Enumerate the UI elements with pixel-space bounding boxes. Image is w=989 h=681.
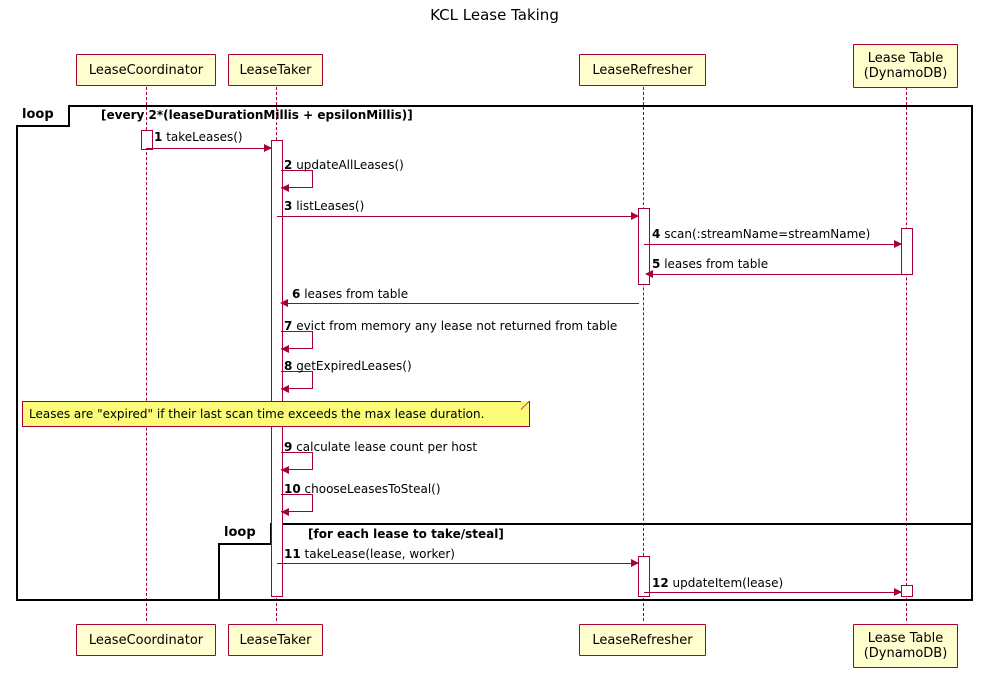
message-4-line [644,244,902,245]
message-9-arrowhead [281,466,289,474]
participant-label-line2: (DynamoDB) [863,646,948,661]
message-6-arrowhead [280,299,288,307]
participant-label: LeaseTaker [239,632,312,648]
note-expired-leases [22,401,530,427]
message-12-line [644,592,902,593]
message-3-label [284,199,364,213]
message-5-number: 5 [652,257,661,271]
frame-inner-loop-label: loop [218,523,272,545]
message-8-label [284,359,412,373]
message-4-number: 4 [652,227,661,241]
message-5-line [648,274,902,275]
message-10-number: 10 [284,482,301,496]
participant-coordinator-top[interactable] [76,54,216,86]
message-8-arrowhead [281,385,289,393]
message-9-text: calculate lease count per host [296,440,478,454]
activation-table-2 [901,585,913,597]
message-11-arrowhead [631,559,639,567]
message-7-number: 7 [284,319,293,333]
message-11-text: takeLease(lease, worker) [304,547,455,561]
message-7-text: evict from memory any lease not returned from table [296,319,618,333]
message-2-label [284,158,404,172]
message-11-line [277,563,639,564]
participant-table-top[interactable] [853,44,958,88]
message-5-arrowhead [645,270,653,278]
message-1-arrowhead [264,144,272,152]
participant-label: LeaseRefresher [592,62,693,78]
message-8-number: 8 [284,359,293,373]
message-6-text: leases from table [304,287,409,301]
message-6-line [283,303,639,304]
note-corner-fold-inner [521,401,529,409]
participant-label-line1: Lease Table [867,631,944,646]
message-1-number: 1 [154,130,163,144]
message-2-number: 2 [284,158,293,172]
message-10-arrowhead [281,508,289,516]
participant-label: LeaseTaker [239,62,312,78]
message-10-label [284,482,441,496]
message-5-text: leases from table [664,257,769,271]
message-12-label [652,576,783,590]
activation-taker [271,140,283,597]
message-11-label [284,547,455,561]
frame-outer-loop-condition: [every 2*(leaseDurationMillis + epsilonMillis)] [101,108,413,122]
participant-refresher-top[interactable] [579,54,706,86]
message-4-label [652,227,870,241]
message-11-number: 11 [284,547,301,561]
message-12-number: 12 [652,576,669,590]
message-6-label [292,287,408,301]
participant-label: LeaseCoordinator [88,62,204,78]
message-9-label [284,440,477,454]
participant-table-bottom[interactable] [853,624,958,668]
message-3-arrowhead [631,212,639,220]
participant-label: LeaseRefresher [592,632,693,648]
message-2-arrowhead [281,184,289,192]
message-10-text: chooseLeasesToSteal() [304,482,441,496]
message-1-label [154,130,243,144]
message-7-arrowhead [281,345,289,353]
message-1-text: takeLeases() [166,130,243,144]
note-text: Leases are "expired" if their last scan time exceeds the max lease duration. [29,407,485,421]
message-5-label [652,257,768,271]
frame-inner-loop-condition: [for each lease to take/steal] [308,527,504,541]
message-6-number: 6 [292,287,301,301]
message-12-arrowhead [894,588,902,596]
participant-refresher-bottom[interactable] [579,624,706,656]
message-4-text: scan(:streamName=streamName) [664,227,871,241]
message-9-number: 9 [284,440,293,454]
message-2-text: updateAllLeases() [296,158,404,172]
message-7-label [284,319,617,333]
message-3-number: 3 [284,199,293,213]
message-1-line [146,148,272,149]
message-3-line [277,216,639,217]
frame-outer-loop-label: loop [16,105,70,127]
message-3-text: listLeases() [296,199,365,213]
participant-label-line2: (DynamoDB) [863,66,948,81]
diagram-title: KCL Lease Taking [430,6,559,24]
participant-taker-bottom[interactable] [228,624,323,656]
message-4-arrowhead [894,240,902,248]
participant-coordinator-bottom[interactable] [76,624,216,656]
activation-coordinator [141,130,153,150]
message-12-text: updateItem(lease) [672,576,784,590]
activation-refresher-2 [638,556,650,597]
participant-taker-top[interactable] [228,54,323,86]
participant-label-line1: Lease Table [867,51,944,66]
activation-table [901,228,913,275]
message-8-text: getExpiredLeases() [296,359,412,373]
participant-label: LeaseCoordinator [88,632,204,648]
